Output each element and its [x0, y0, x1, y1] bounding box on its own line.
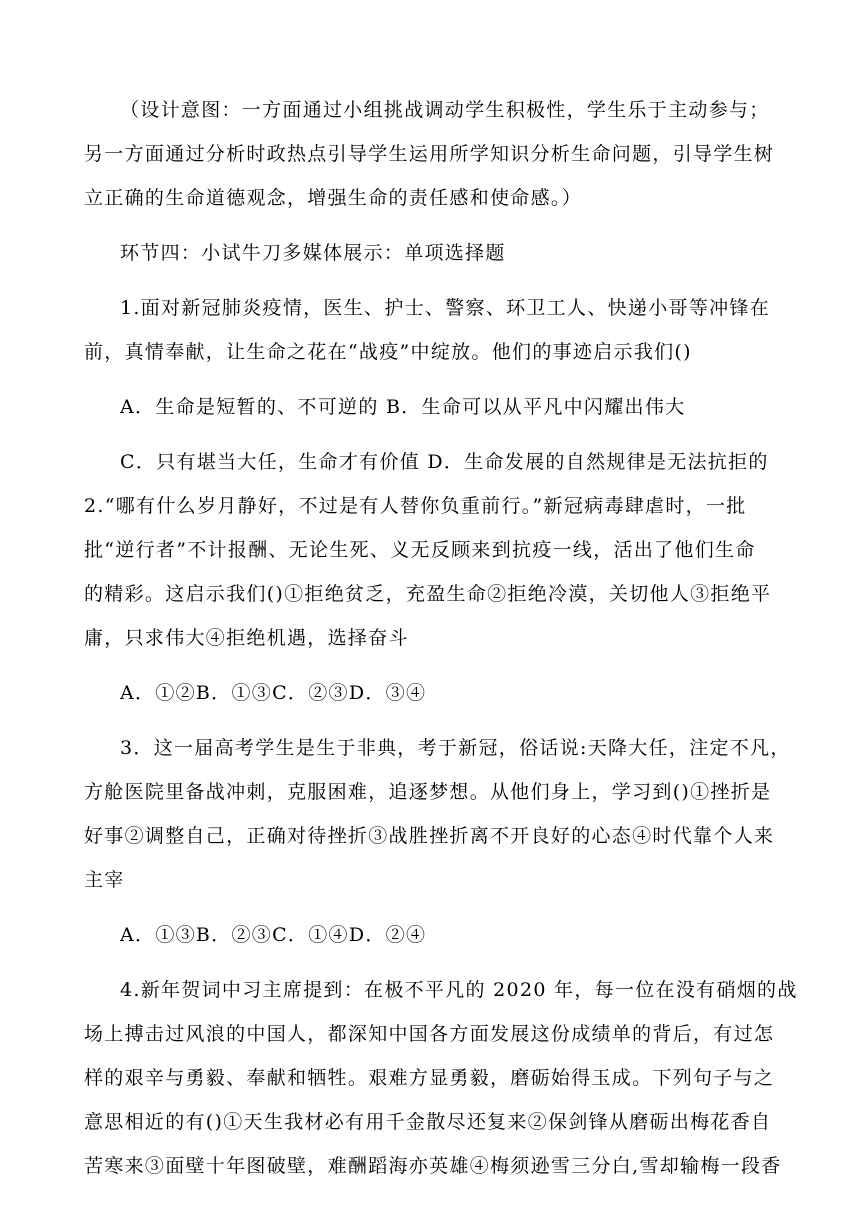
text-line: A．①③B．②③C．①④D．②④: [120, 924, 427, 946]
text-line: 场上搏击过风浪的中国人，都深知中国各方面发展这份成绩单的背后，有过怎: [84, 1023, 775, 1045]
text-line: 主宰: [84, 869, 125, 891]
paragraph: [84, 726, 792, 902]
paragraph: [84, 671, 792, 715]
text-line: （设计意图：一方面通过小组挑战调动学生积极性，学生乐于主动参与；: [120, 99, 770, 121]
text-line: 样的艰辛与勇毅、奉献和牺牲。艰难方显勇毅，磨砺始得玉成。下列句子与之: [84, 1067, 775, 1089]
paragraph: [84, 385, 792, 429]
text-line: A．①②B．①③C．②③D．③④: [120, 682, 427, 704]
text-line: 环节四：小试牛刀多媒体展示：单项选择题: [120, 242, 506, 264]
text-line: 2.“哪有什么岁月静好，不过是有人替你负重前行。”新冠病毒肆虐时，一批: [84, 495, 747, 517]
paragraph: [84, 286, 792, 374]
text-line: 前，真情奉献，让生命之花在“战疫”中绽放。他们的事迹启示我们(): [84, 341, 692, 363]
text-line: C．只有堪当大任，生命才有价值 D．生命发展的自然规律是无法抗拒的: [120, 451, 769, 473]
text-line: 的精彩。这启示我们()①拒绝贫乏，充盈生命②拒绝冷漠，关切他人③拒绝平: [84, 583, 772, 605]
text-line: 立正确的生命道德观念，增强生命的责任感和使命感。）: [84, 187, 583, 209]
paragraph: [84, 231, 792, 275]
paragraph: [84, 968, 798, 1188]
paragraph: [84, 913, 792, 957]
text-line: 4.新年贺词中习主席提到：在极不平凡的 2020 年，每一位在没有硝烟的战: [120, 979, 798, 1001]
paragraph: [84, 440, 792, 660]
text-line: 意思相近的有()①天生我材必有用千金散尽还复来②保剑锋从磨砺出梅花香自: [84, 1111, 772, 1133]
text-line: 苦寒来③面壁十年图破壁，难酬蹈海亦英雄④梅须逊雪三分白,雪却输梅一段香: [84, 1155, 782, 1177]
text-line: 3．这一届高考学生是生于非典，考于新冠，俗话说:天降大任，注定不凡，: [120, 737, 791, 759]
text-line: 庸，只求伟大④拒绝机遇，选择奋斗: [84, 627, 409, 649]
text-line: A．生命是短暂的、不可逆的 B．生命可以从平凡中闪耀出伟大: [120, 396, 686, 418]
text-line: 另一方面通过分析时政热点引导学生运用所学知识分析生命问题，引导学生树: [84, 143, 775, 165]
text-line: 1.面对新冠肺炎疫情，医生、护士、警察、环卫工人、快递小哥等冲锋在: [120, 297, 771, 319]
text-line: 批“逆行者”不计报酬、无论生死、义无反顾来到抗疫一线，活出了他们生命: [84, 539, 756, 561]
text-line: 好事②调整自己，正确对待挫折③战胜挫折离不开良好的心态④时代靠个人来: [84, 825, 775, 847]
paragraph: [84, 88, 792, 220]
text-line: 方舱医院里备战冲刺，克服困难，追逐梦想。从他们身上，学习到()①挫折是: [84, 781, 772, 803]
